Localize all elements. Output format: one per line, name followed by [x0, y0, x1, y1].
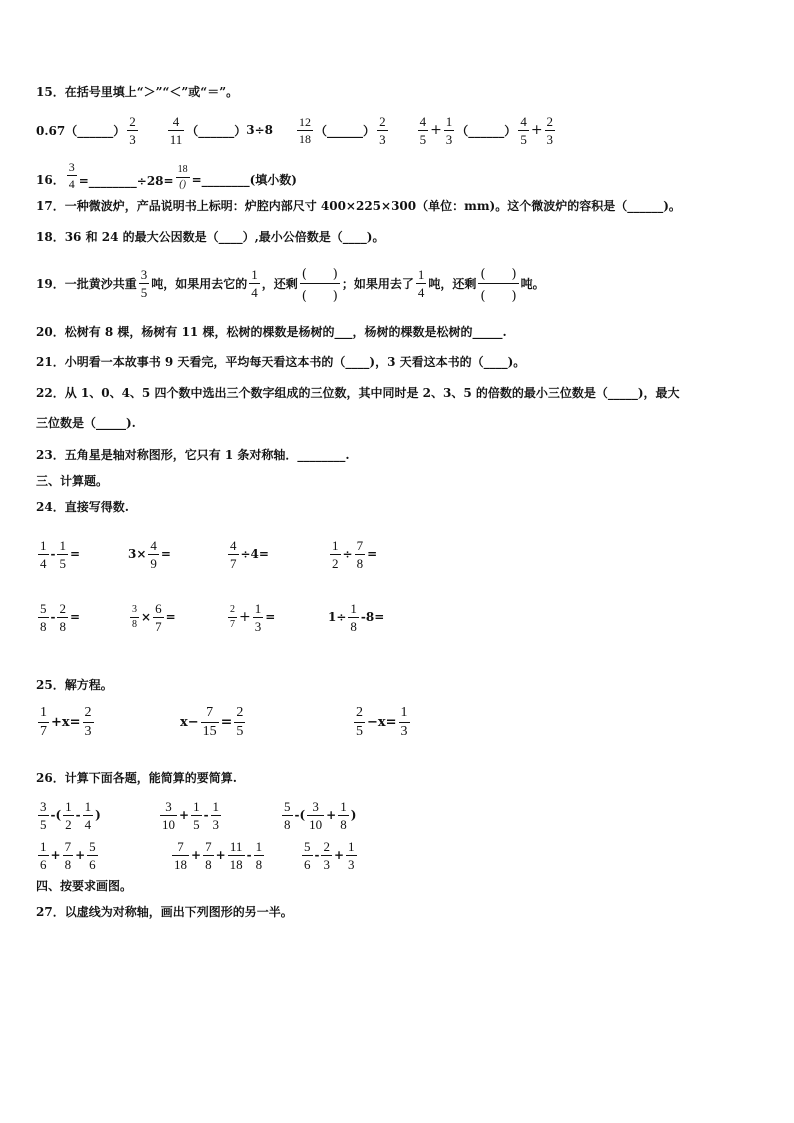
question-25-title: 25．解方程。: [36, 678, 113, 692]
q19-text-a: 19．一批黄沙共重: [36, 276, 137, 291]
fraction-7-8: $\frac{7}{8}$: [356, 537, 364, 571]
question-20: 20．松树有 8 棵，杨树有 11 棵，松树的棵数是杨树的___，杨树的棵数是松树的_____.: [36, 325, 507, 339]
fraction-1-7: $\frac{1}{7}$: [40, 704, 47, 739]
question-15-row: 0.67（______） $\frac{2}{3}$ $\frac{4}{11}$ （______） 3÷8 $\frac{12}{18}$ （______） $\frac{2}{3}$ $\frac{4}{5}$ + $\frac{1}{3}$ （______） $\frac{4}{5}$ + $\frac{2}{3}$: [36, 113, 554, 147]
q16-tail: =________(填小数): [191, 173, 297, 187]
section-4-heading: 四、按要求画图。: [36, 879, 133, 893]
fraction-2-3: $\frac{2}{3}$: [84, 704, 92, 739]
q15-division: 3÷8: [246, 123, 274, 137]
fraction-2-3-c: $\frac{2}{3}$: [546, 113, 554, 147]
question-16: [36, 152, 297, 190]
q16-middle: =________÷28=: [78, 174, 174, 188]
fraction-18-paren: $\frac{18}{()}$: [177, 164, 188, 190]
fraction-3-5: $\frac{3}{5}$: [140, 266, 148, 300]
blank-fraction-b: ( ) ( ): [478, 263, 518, 304]
q19-text-b: 吨，如果用去它的: [151, 276, 248, 291]
question-17: 17．一种微波炉，产品说明书上标明：炉腔内部尺寸 400×225×300（单位：mm)。这个微波炉的容积是（______)。: [36, 199, 681, 213]
question-18: 18．36 和 24 的最大公因数是（____）,最小公倍数是（____)。: [36, 230, 385, 244]
fraction-2-5: $\frac{2}{5}$: [356, 704, 363, 739]
question-21: 21．小明看一本故事书 9 天看完，平均每天看这本书的（____)，3 天看这本书的（____)。: [36, 355, 526, 369]
fraction-1-3: $\frac{1}{3}$: [254, 600, 262, 634]
fraction-4-11: $\frac{4}{11}$: [169, 113, 183, 147]
q24-item-8: 1 ÷ $\frac{1}{8}$ -8=: [328, 600, 385, 634]
fraction-6-7: $\frac{6}{7}$: [155, 600, 162, 634]
fraction-3-8: $\frac{3}{8}$: [132, 603, 137, 630]
q19-text-c: ，还剩: [261, 276, 298, 291]
question-22-line2: 三位数是（_____).: [36, 416, 136, 430]
q26-item-1: $\frac{3}{5}$ -( $\frac{1}{2}$ - $\frac{1}{4}$ ): [40, 798, 101, 832]
q24-item-4: $\frac{1}{2}$ ÷ $\frac{7}{8}$ =: [332, 537, 378, 571]
fraction-1-5: $\frac{1}{5}$: [59, 537, 66, 571]
q26-item-2: $\frac{3}{10}$ + $\frac{1}{5}$ - $\frac{1}{3}$: [162, 798, 220, 832]
fraction-5-8: $\frac{5}{8}$: [40, 600, 47, 634]
fraction-4-7: $\frac{4}{7}$: [230, 537, 237, 571]
q26-item-3: $\frac{5}{8}$ -( $\frac{3}{10}$ + $\frac{1}{8}$ ): [284, 798, 357, 832]
fraction-1-4-b: $\frac{1}{4}$: [417, 266, 425, 300]
blank-fraction-a: ( ) ( ): [300, 263, 340, 304]
fraction-2-8: $\frac{2}{8}$: [59, 600, 66, 634]
fraction-1-3: $\frac{1}{3}$: [445, 113, 453, 147]
question-24-title: 24．直接写得数.: [36, 500, 129, 514]
fraction-4-5-b: $\frac{4}{5}$: [520, 113, 527, 147]
question-27: 27．以虚线为对称轴，画出下列图形的另一半。: [36, 905, 293, 919]
q15-blank-c: （______）: [315, 123, 376, 138]
fraction-2-5: $\frac{2}{5}$: [236, 704, 244, 739]
q19-text-d: ；如果用去了: [341, 276, 414, 291]
q26-item-5: $\frac{7}{18}$ + $\frac{7}{8}$ + $\frac{11}{18}$ - $\frac{1}{8}$: [174, 838, 263, 872]
fraction-12-18: $\frac{12}{18}$: [299, 114, 312, 146]
question-26-title: 26．计算下面各题，能简算的要简算.: [36, 771, 237, 785]
fraction-1-3: $\frac{1}{3}$: [400, 704, 408, 739]
question-19: [36, 262, 545, 304]
q15-item-a-lhs: 0.67（______）: [36, 123, 126, 138]
section-3-heading: 三、计算题。: [36, 474, 109, 488]
q24-item-7: $\frac{2}{7}$ + $\frac{1}{3}$ =: [230, 600, 276, 634]
q24-item-3: $\frac{4}{7}$ ÷4=: [230, 537, 269, 571]
q24-item-5: $\frac{5}{8}$ - $\frac{2}{8}$ =: [40, 600, 81, 634]
q25-equation-1: $\frac{1}{7}$ +x= $\frac{2}{3}$: [40, 704, 92, 739]
q25-equation-2: x− $\frac{7}{15}$ = $\frac{2}{5}$: [180, 704, 244, 739]
q19-text-f: 吨。: [520, 276, 545, 291]
fraction-2-7: $\frac{2}{7}$: [230, 603, 235, 630]
question-15-title: 15．在括号里填上“＞”“＜”或“＝”。: [36, 85, 239, 99]
fraction-1-8: $\frac{1}{8}$: [350, 600, 357, 634]
q26-item-4: $\frac{1}{6}$ + $\frac{7}{8}$ + $\frac{5}{6}$: [40, 838, 96, 872]
q25-equation-3: $\frac{2}{5}$ −x= $\frac{1}{3}$: [356, 704, 408, 739]
fraction-1-4: $\frac{1}{4}$: [40, 537, 47, 571]
fraction-1-4: $\frac{1}{4}$: [251, 266, 258, 300]
q24-item-2: 3 × $\frac{4}{9}$ =: [128, 537, 171, 571]
q24-item-1: $\frac{1}{4}$ - $\frac{1}{5}$ =: [40, 537, 81, 571]
fraction-3-4: $\frac{3}{4}$: [68, 160, 75, 191]
q15-blank-b: （______）: [186, 123, 247, 138]
fraction-2-3-b: $\frac{2}{3}$: [379, 113, 386, 147]
question-23: 23．五角星是轴对称图形，它只有 1 条对称轴．________.: [36, 448, 350, 462]
fraction-4-5: $\frac{4}{5}$: [419, 113, 427, 147]
fraction-4-9: $\frac{4}{9}$: [150, 537, 157, 571]
q16-number: 16．: [36, 173, 65, 187]
fraction-7-15: $\frac{7}{15}$: [202, 704, 217, 739]
question-22-line1: 22．从 1、0、4、5 四个数中选出三个数字组成的三位数，其中同时是 2、3、5 的倍数的最小三位数是（_____)，最大: [36, 386, 680, 400]
fraction-1-2: $\frac{1}{2}$: [332, 537, 339, 571]
fraction-2-3: $\frac{2}{3}$: [129, 113, 136, 147]
q19-text-e: 吨，还剩: [428, 276, 477, 291]
q24-item-6: $\frac{3}{8}$ × $\frac{6}{7}$ =: [132, 600, 176, 634]
q15-blank-d: （______）: [456, 123, 517, 138]
q26-item-6: $\frac{5}{6}$ - $\frac{2}{3}$ + $\frac{1}{3}$: [304, 838, 355, 872]
